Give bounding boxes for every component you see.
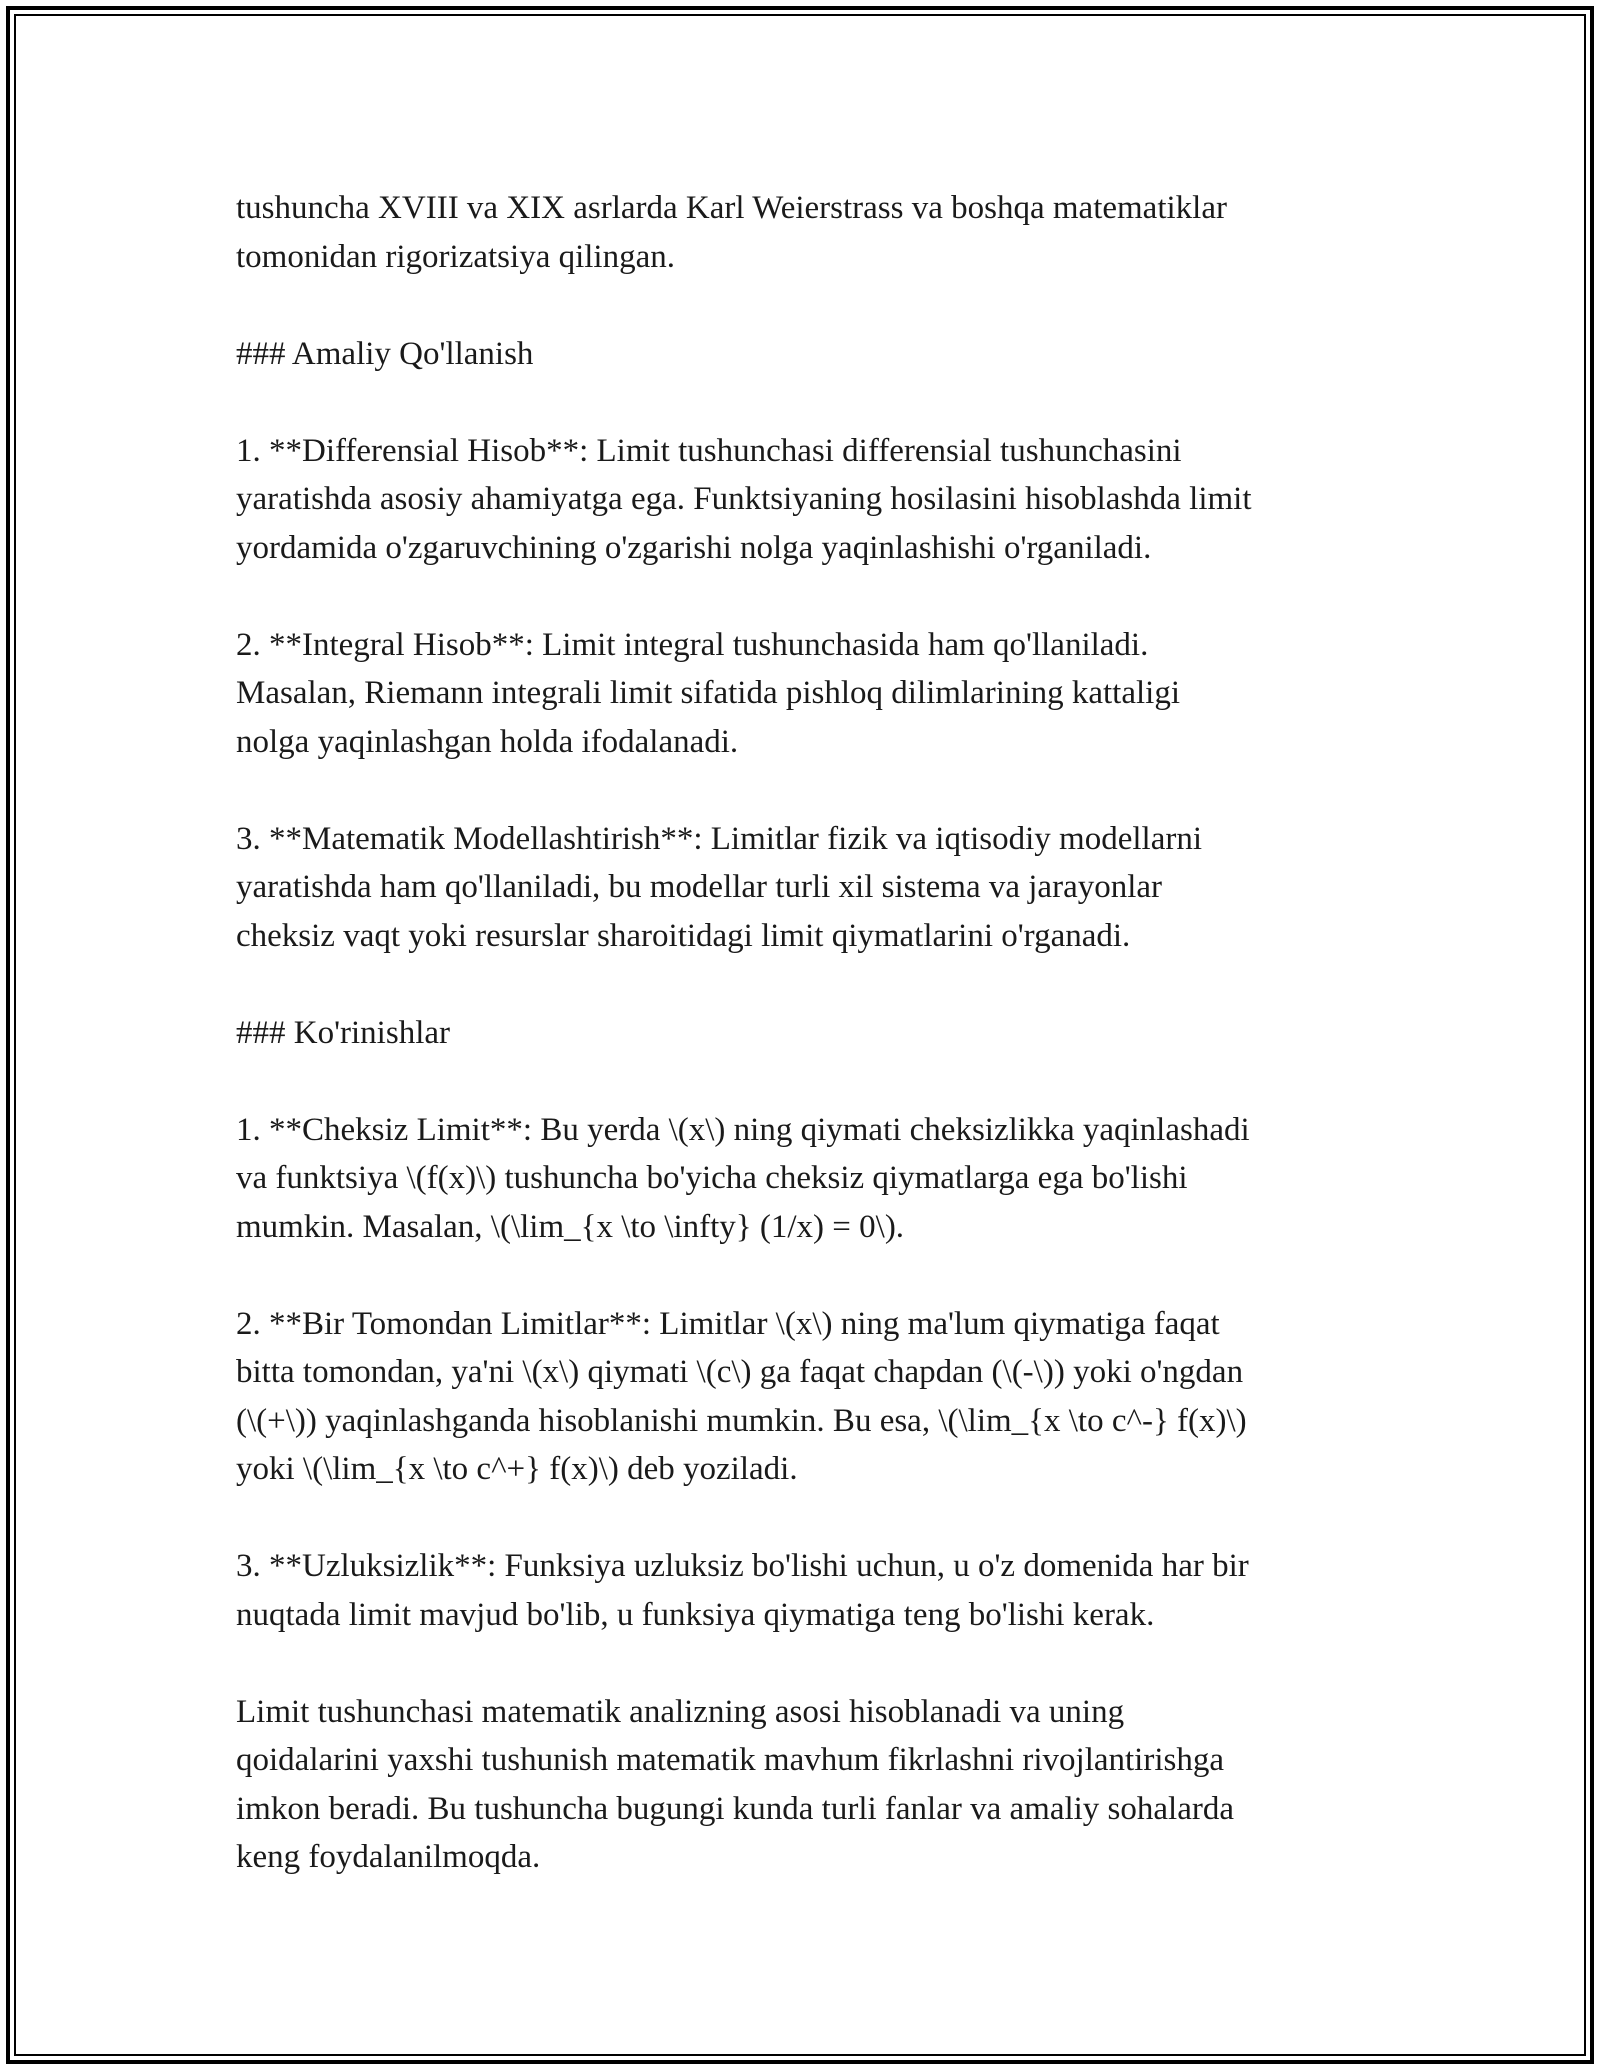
list-item-differensial-hisob: 1. **Differensial Hisob**: Limit tushunchasi differensial tushunchasini yaratishda asosiy ahamiyatga ega. Funktsiyaning hosilasini hisoblashda limit yordamida o'zgaruvchining o'zgarishi nolga yaqinlashishi o'rganiladi. <box>236 432 1252 566</box>
section-heading-amaliy-qollanish: ### Amaliy Qo'llanish <box>236 335 534 372</box>
list-item-matematik-modellashtirish: 3. **Matematik Modellashtirish**: Limitlar fizik va iqtisodiy modellarni yaratishda ham qo'llaniladi, bu modellar turli xil sistema va jarayonlar cheksiz vaqt yoki resurslar sharoitidagi limit qiymatlarini o'rganadi. <box>236 820 1203 954</box>
section-heading-korinishlar: ### Ko'rinishlar <box>236 1014 451 1051</box>
list-item-cheksiz-limit: 1. **Cheksiz Limit**: Bu yerda \(x\) ning qiymati cheksizlikka yaqinlashadi va funktsiya \(f(x)\) tushuncha bo'yicha cheksiz qiymatlarga ega bo'lishi mumkin. Masalan, \(\lim_{x \to \infty} (1/x) = 0\). <box>236 1111 1250 1245</box>
intro-paragraph-continuation: tushuncha XVIII va XIX asrlarda Karl Weierstrass va boshqa matematiklar tomonidan rigorizatsiya qilingan. <box>236 190 1227 275</box>
list-item-bir-tomondan-limitlar: 2. **Bir Tomondan Limitlar**: Limitlar \(x\) ning ma'lum qiymatiga faqat bitta tomondan, ya'ni \(x\) qiymati \(c\) ga faqat chapdan (\(-\)) yoki o'ngdan (\(+\)) yaqinlashganda hisoblanishi mumkin. Bu esa, \(\lim_{x \to c^-} f(x)\) yoki \(\lim_{x \to c^+} f(x)\) deb yoziladi. <box>236 1305 1247 1487</box>
list-item-uzluksizlik: 3. **Uzluksizlik**: Funksiya uzluksiz bo'lishi uchun, u o'z domenida har bir nuqtada limit mavjud bo'lib, u funksiya qiymatiga teng bo'lishi kerak. <box>236 1548 1249 1633</box>
document-body <box>236 184 1376 1882</box>
closing-paragraph: Limit tushunchasi matematik analizning asosi hisoblanadi va uning qoidalarini yaxshi tushunish matematik mavhum fikrlashni rivojlantirishga imkon beradi. Bu tushuncha bugungi kunda turli fanlar va amaliy sohalarda keng foydalanilmoqda. <box>236 1693 1234 1875</box>
list-item-integral-hisob: 2. **Integral Hisob**: Limit integral tushunchasida ham qo'llaniladi. Masalan, Riemann integrali limit sifatida pishloq dilimlarining kattaligi nolga yaqinlashgan holda ifodalanadi. <box>236 626 1180 760</box>
